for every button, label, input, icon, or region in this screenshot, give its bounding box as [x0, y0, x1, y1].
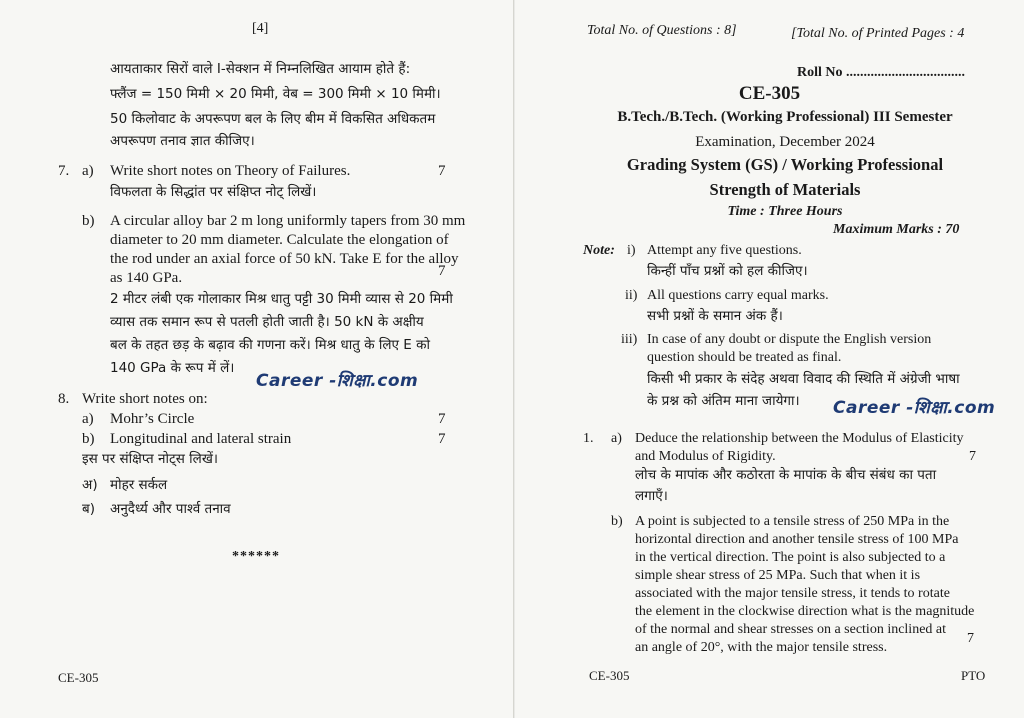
left-footer-code: CE-305 — [58, 670, 99, 685]
max-marks: Maximum Marks : 70 — [833, 222, 960, 237]
q1b-line-4: simple shear stress of 25 MPa. Such that when it is — [635, 568, 921, 583]
q1b-line-3: in the vertical direction. The point is also subjected to a — [635, 550, 946, 565]
note-1-text: Attempt any five questions. — [647, 243, 802, 258]
q7-number: 7. — [58, 163, 70, 179]
q1b-marks: 7 — [967, 631, 974, 646]
q1b-line-1: A point is subjected to a tensile stress of 250 MPa in the — [635, 514, 950, 529]
note-3-text-2: question should be treated as final. — [647, 350, 842, 365]
q1b-line-7: of the normal and shear stresses on a section inclined at — [635, 622, 947, 637]
q1b-line-5: associated with the major tensile stress, it tends to rotate — [635, 586, 950, 601]
subject: Strength of Materials — [709, 180, 861, 199]
exam: Examination, December 2024 — [695, 134, 875, 150]
q8-number: 8. — [58, 391, 70, 407]
q8b-label: b) — [82, 431, 95, 447]
q8b-marks: 7 — [438, 431, 446, 447]
q1a-hindi-2: लगाएँ। — [635, 488, 668, 504]
total-pages: [Total No. of Printed Pages : 4 — [791, 26, 965, 41]
q7b-line-1: A circular alloy bar 2 m long uniformly tapers from 30 mm — [110, 213, 466, 229]
q7a-label: a) — [82, 163, 94, 179]
note-3-text: In case of any doubt or dispute the English version — [647, 332, 932, 347]
q1a-hindi-1: लोच के मापांक और कठोरता के मापांक के बीच संबंध का पता — [635, 467, 937, 483]
q1a-marks: 7 — [969, 449, 976, 464]
q7b-hindi-line-4: 140 GPa के रूप में लें। — [110, 360, 235, 376]
q7b-hindi-line-1: 2 मीटर लंबी एक गोलाकार मिश्र धातु पट्टी 30 मिमी व्यास से 20 मिमी — [110, 291, 453, 307]
q1a-line-2: and Modulus of Rigidity. — [635, 449, 776, 464]
note-label: Note: — [583, 243, 615, 258]
note-3-hindi-2: के प्रश्न को अंतिम माना जायेगा। — [647, 393, 800, 409]
q1b-line-2: horizontal direction and another tensile stress of 100 MPa — [635, 532, 959, 547]
q8a-marks: 7 — [438, 411, 446, 427]
q1b-line-8: an angle of 20°, with the major tensile stress. — [635, 640, 888, 655]
q7a-hindi: विफलता के सिद्धांत पर संक्षिप्त नोट् लिखें। — [110, 184, 317, 200]
right-page — [515, 0, 1024, 718]
note-3-num: iii) — [621, 332, 638, 347]
note-2-text: All questions carry equal marks. — [647, 288, 829, 303]
end-mark: ****** — [232, 549, 280, 564]
grading-system: Grading System (GS) / Working Professional — [626, 155, 944, 174]
q7b-line-4: as 140 GPa. — [110, 270, 183, 286]
q8-title: Write short notes on: — [82, 391, 208, 407]
q7b-hindi-line-2: व्यास तक समान रूप से पतली होती जाती है। 50 kN के अक्षीय — [110, 314, 424, 330]
note-2-hindi: सभी प्रश्नों के समान अंक हैं। — [647, 308, 783, 324]
q1-number: 1. — [583, 431, 594, 446]
q1a-label: a) — [611, 431, 622, 446]
note-1-num: i) — [627, 243, 636, 258]
q8-hindi-b-label: ब) — [82, 501, 95, 517]
q7b-hindi-line-3: बल के तहत छड़ के बढ़ाव की गणना करें। मिश्र धातु के लिए E को — [110, 337, 430, 353]
note-1-hindi: किन्हीं पाँच प्रश्नों को हल कीजिए। — [647, 263, 808, 279]
q1b-line-6: the element in the clockwise direction what is the magnitude — [635, 604, 975, 619]
q7b-label: b) — [82, 213, 95, 229]
q8a-label: a) — [82, 411, 94, 427]
time: Time : Three Hours — [727, 204, 843, 219]
roll-no: Roll No .................................. — [797, 65, 965, 80]
q8-hindi-a-label: अ) — [82, 477, 98, 493]
q7a-marks: 7 — [438, 163, 446, 179]
right-footer-code: CE-305 — [589, 668, 630, 683]
q1a-line-1: Deduce the relationship between the Modulus of Elasticity — [635, 431, 964, 446]
q7b-line-2: diameter to 20 mm diameter. Calculate the elongation of — [110, 232, 449, 248]
q8a-text: Mohr’s Circle — [110, 411, 195, 427]
q6-hindi-line-2: फ्लैंज = 150 मिमी × 20 मिमी, वेब = 300 मिमी × 10 मिमी। — [110, 86, 441, 102]
total-questions: Total No. of Questions : 8] — [587, 23, 737, 38]
page-number: [4] — [252, 21, 269, 36]
q8b-text: Longitudinal and lateral strain — [110, 431, 292, 447]
q8-hindi-b: अनुदैर्ध्य और पार्श्व तनाव — [110, 501, 231, 517]
q7b-line-3: the rod under an axial force of 50 kN. Take E for the alloy — [110, 251, 459, 267]
q1b-label: b) — [611, 514, 623, 529]
note-2-num: ii) — [625, 288, 638, 303]
q8-hindi-title: इस पर संक्षिप्त नोट्स लिखें। — [82, 451, 218, 467]
q7a-text: Write short notes on Theory of Failures. — [110, 163, 351, 179]
q8-hindi-a: मोहर सर्कल — [110, 477, 168, 493]
q6-hindi-line-1: आयताकार सिरों वाले I-सेक्शन में निम्नलिखित आयाम होते हैं: — [110, 61, 411, 77]
watermark-left: Career -शिक्षा.com — [256, 371, 419, 391]
q6-hindi-line-3: 50 किलोवाट के अपरूपण बल के लिए बीम में विकसित अधिकतम — [110, 111, 436, 127]
footer-pto: PTO — [961, 668, 986, 683]
watermark-right: Career -शिक्षा.com — [833, 398, 996, 418]
q7b-marks: 7 — [438, 263, 446, 279]
q6-hindi-line-4: अपरूपण तनाव ज्ञात कीजिए। — [110, 133, 255, 149]
program: B.Tech./B.Tech. (Working Professional) III Semester — [617, 109, 953, 125]
note-3-hindi: किसी भी प्रकार के संदेह अथवा विवाद की स्थिति में अंग्रेजी भाषा — [647, 371, 960, 387]
course-code: CE-305 — [738, 83, 801, 104]
